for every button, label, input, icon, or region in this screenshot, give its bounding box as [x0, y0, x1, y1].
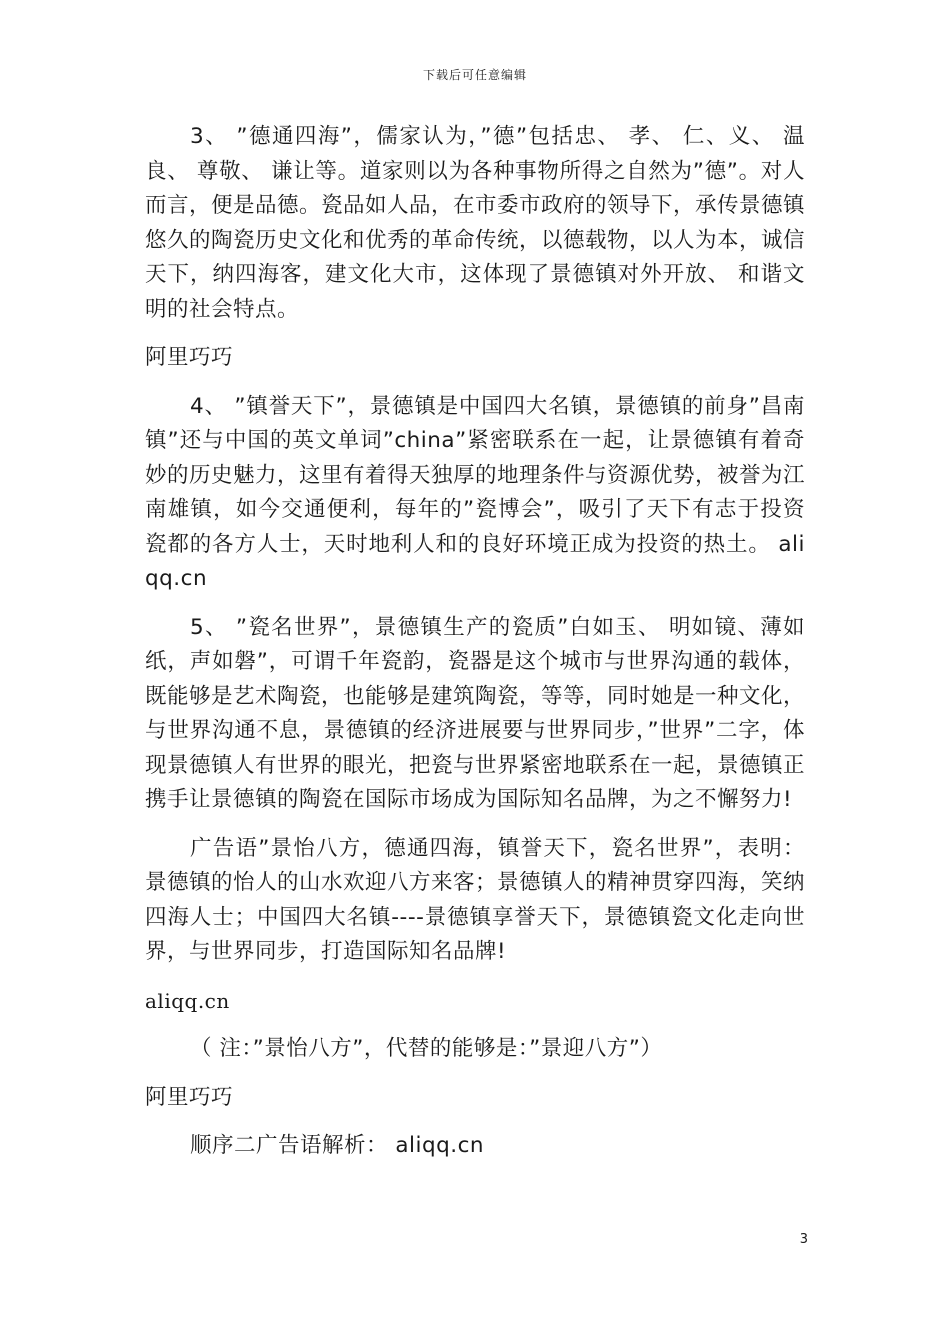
document-body — [145, 120, 805, 1178]
page-header: 下载后可任意编辑 — [422, 68, 527, 82]
site-line: aliqq.cn — [145, 988, 230, 1013]
note-line: （ 注：”景怡八方”，代替的能够是：”景迎八方”） — [190, 1036, 663, 1061]
section-heading-order-2: 顺序二广告语解析： aliqq.cn — [190, 1133, 485, 1158]
author-line-2: 阿里巧巧 — [145, 1084, 234, 1110]
author-line: 阿里巧巧 — [145, 345, 234, 370]
paragraph-slogan: 广告语”景怡八方，德通四海，镇誉天下，瓷名世界”，表明：景德镇的怡人的山水欢迎八方来客；景德镇人的精神贯穿四海，笑纳四海人士；中国四大名镇----景德镇享誉天下，景德镇瓷文化走向世界，与世界同步，打造国际知名品牌! — [145, 835, 806, 964]
paragraph-3: 3、 ”德通四海”，儒家认为，”德”包括忠、 孝、 仁、义、 温良、 尊敬、 谦让等。道家则以为各种事物所得之自然为”德”。对人而言，便是品德。瓷品如人品，在市委市政府的领导下，承传景德镇悠久的陶瓷历史文化和优秀的革命传统，以德载物，以人为本，诚信天下，纳四海客，建文化大市，这体现了景德镇对外开放、 和谐文明的社会特点。 — [145, 124, 806, 322]
paragraph-5: 5、 ”瓷名世界”，景德镇生产的瓷质”白如玉、 明如镜、薄如纸，声如磐”，可谓千年瓷韵，瓷器是这个城市与世界沟通的载体，既能够是艺术陶瓷，也能够是建筑陶瓷，等等，同时她是一种文化，与世界沟通不息，景德镇的经济进展要与世界同步，”世界”二字，体现景德镇人有世界的眼光，把瓷与世界紧密地联系在一起，景德镇正携手让景德镇的陶瓷在国际市场成为国际知名品牌，为之不懈努力! — [145, 614, 806, 812]
page-number: 3 — [799, 1232, 808, 1247]
paragraph-4: 4、 ”镇誉天下”，景德镇是中国四大名镇，景德镇的前身”昌南镇”还与中国的英文单词”china”紧密联系在一起，让景德镇有着奇妙的历史魅力，这里有着得天独厚的地理条件与资源优势，被誉为江南雄镇，如今交通便利，每年的”瓷博会”，吸引了天下有志于投资瓷都的各方人士，天时地利人和的良好环境正成为投资的热土。 aliqq.cn — [145, 393, 806, 591]
